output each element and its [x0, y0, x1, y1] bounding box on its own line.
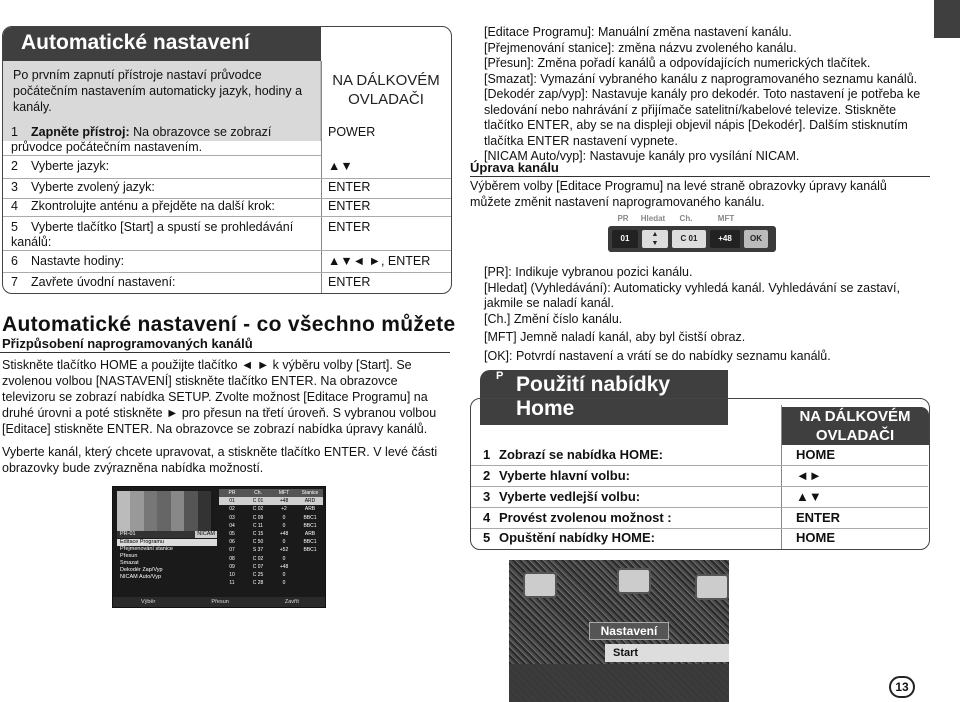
table-row[interactable]: [219, 571, 323, 579]
page-number: 13: [889, 676, 915, 698]
home-menu-screenshot: [509, 560, 729, 702]
step-label: Vyberte vedlejší volbu:: [499, 489, 641, 504]
table-row[interactable]: [219, 546, 323, 554]
home-remote-header: NA DÁLKOVÉM OVLADAČI: [781, 407, 929, 445]
header-pr: PR: [228, 490, 236, 496]
edit-bar-headers: [608, 212, 776, 226]
step-3: [11, 180, 155, 195]
step-2-action: ▲▼: [328, 159, 353, 173]
table-cell: C 28: [252, 580, 264, 587]
row-separator: [471, 465, 928, 466]
color-bars: [117, 491, 211, 535]
table-cell: 02: [229, 506, 235, 513]
page-tab: [934, 0, 960, 38]
table-cell: C 02: [252, 555, 264, 562]
table-cell: 05: [229, 530, 235, 537]
row-separator: [3, 178, 452, 179]
row-separator: [471, 528, 928, 529]
table-cell: C 01: [252, 498, 264, 505]
menu-item[interactable]: Přejmenování stanice: [120, 546, 173, 552]
row-separator: [471, 507, 928, 508]
step-number: 2: [483, 468, 491, 483]
paragraph-2: Vyberte kanál, který chcete upravovat, a stiskněte tlačítko ENTER. V levé části obrazovky bude zvýrazněna nabídka možností.: [2, 445, 438, 475]
table-row[interactable]: [219, 563, 323, 571]
pr-label: PR-01: [120, 531, 136, 537]
row-separator: [3, 250, 452, 251]
disc-icon: [695, 574, 729, 600]
table-row[interactable]: [219, 579, 323, 587]
table-cell: +52: [279, 547, 289, 554]
header-station: Stanice: [301, 490, 319, 496]
step-5: [11, 220, 311, 250]
home-title-sup: P: [496, 370, 504, 382]
table-cell: 04: [229, 522, 235, 529]
table-row[interactable]: [219, 497, 323, 505]
section-title: Automatické nastavení - co všechno můžete: [2, 313, 456, 336]
pr-indicator: [117, 531, 217, 538]
start-option[interactable]: Start: [605, 644, 729, 662]
menu-item[interactable]: Přesun: [120, 553, 138, 559]
step-4-action: ENTER: [328, 199, 371, 213]
step-number: 4: [11, 199, 18, 213]
section-subtitle: Přizpůsobení naprogramovaných kanálů: [2, 336, 253, 351]
settings-menu-label[interactable]: Nastavení: [589, 622, 669, 640]
step-label: Zkontrolujte anténu a přejděte na další krok:: [31, 199, 275, 213]
table-cell: S 37: [252, 547, 264, 554]
step-3-action: ENTER: [328, 180, 371, 194]
step-label: Zapněte přístroj:: [31, 125, 130, 139]
home-step-3-action: ▲▼: [796, 489, 822, 504]
tv-icon: [523, 572, 557, 598]
step-label-rest: Na obrazovce se zobrazí průvodce počátečním nastavením.: [11, 125, 272, 154]
option-menu: [117, 539, 217, 593]
step-number: 7: [11, 275, 18, 289]
table-cell: 09: [229, 563, 235, 570]
home-step-3: [483, 489, 640, 504]
home-step-4: [483, 510, 672, 525]
step-number: 5: [11, 220, 18, 234]
step-label: Zobrazí se nabídka HOME:: [499, 447, 663, 462]
nicam-badge: NICAM: [197, 531, 215, 537]
table-header: [219, 489, 323, 497]
item-mft: [MFT] Jemně naladí kanál, aby byl čistší obraz.: [484, 330, 746, 344]
step-number: 3: [483, 489, 491, 504]
gear-icon: [617, 568, 651, 594]
table-cell: 10: [229, 571, 235, 578]
table-cell: 0: [282, 522, 286, 529]
step-2: [11, 159, 109, 174]
step-4: [11, 199, 275, 214]
table-cell: 0: [282, 514, 286, 521]
step-label: Zavřete úvodní nastavení:: [31, 275, 176, 289]
table-cell: BBC1: [303, 547, 317, 554]
hdr-pr: PR: [617, 214, 629, 223]
step-label: Vyberte tlačítko [Start] a spustí se prohledávání kanálů:: [11, 220, 294, 249]
table-cell: +2: [281, 506, 287, 513]
header-mft: MFT: [278, 490, 290, 496]
home-step-1: [483, 447, 663, 462]
desc-decoder: [Dekodér zap/vyp]: Nastavuje kanály pro dekodér. Toto nastavení je potřeba ke sledování nebo nahrávání z přijímače satelitní/kabelové televize. Stiskněte tlačítko ENTER, aby se na displeji objevil nápis [Dekodér]. Dalším stisknutím tlačítka ENTER nastavení vypnete.: [484, 87, 921, 148]
step-number: 1: [11, 125, 18, 139]
item-search: [Hledat] (Vyhledávání): Automaticky vyhledá kanál. Vyhledávání se zastaví, jakmile se naladí kanál.: [484, 280, 900, 310]
column-divider: [321, 61, 322, 293]
table-row[interactable]: [219, 530, 323, 538]
step-number: 5: [483, 530, 491, 545]
step-number: 4: [483, 510, 491, 525]
setup-title: Automatické nastavení: [21, 31, 250, 54]
step-7-action: ENTER: [328, 275, 371, 289]
desc-delete: [Smazat]: Vymazání vybraného kanálu z naprogramovaného seznamu kanálů.: [484, 71, 918, 86]
channel-edit-desc: Výběrem volby [Editace Programu] na levé straně obrazovky úpravy kanálů můžete změnit nastavení naprogramovaného kanálu.: [470, 179, 887, 209]
hdr-search: Hledat: [640, 214, 666, 223]
step-6-action: ▲▼◄ ►, ENTER: [328, 254, 431, 268]
table-cell: 0: [282, 539, 286, 546]
search-arrows-icon[interactable]: ▲ ▼: [642, 230, 668, 248]
paragraph-1: Stiskněte tlačítko HOME a použijte tlačítko ◄ ► k výběru volby [Start]. Se zvolenou volbou [NASTAVENÍ] stiskněte tlačítko ENTER. Na obrazovce televizoru se zobrazí nabídka SETUP. Zvolte možnost [Editace Programu] na druhé úrovni a poté stiskněte ► pro přesun na třetí úroveň. S vybranou volbou [Editace] stiskněte ENTER. Na obrazovce se zobrazí nabídka úpravy kanálů.: [2, 358, 437, 436]
step-1: [11, 125, 311, 155]
step-label: Opuštění nabídky HOME:: [499, 530, 656, 545]
table-cell: [297, 555, 323, 563]
item-ok: [OK]: Potvrdí nastavení a vrátí se do nabídky seznamu kanálů.: [484, 348, 831, 363]
row-separator: [3, 216, 452, 217]
table-cell: 06: [229, 539, 235, 546]
menu-item[interactable]: Editace Programu: [117, 539, 217, 546]
table-cell: [297, 579, 323, 587]
step-label: Nastavte hodiny:: [31, 254, 125, 268]
pr-value[interactable]: 01: [612, 230, 638, 248]
table-cell: 07: [229, 547, 235, 554]
table-cell: C 09: [252, 514, 264, 521]
table-row[interactable]: [219, 505, 323, 513]
edit-bar-screenshot: [608, 212, 776, 256]
table-cell: ARD: [304, 498, 316, 505]
table-cell: +48: [279, 530, 289, 537]
table-cell: +48: [279, 498, 289, 505]
menu-item[interactable]: NICAM Auto/Vyp: [120, 574, 162, 580]
table-cell: BBC1: [303, 522, 317, 529]
screenshot-footer: [113, 597, 326, 608]
hdr-mft: MFT: [717, 214, 735, 223]
home-title-text: Použití nabídky Home: [516, 373, 671, 420]
section-rule: [470, 176, 930, 177]
table-cell: C 25: [252, 571, 264, 578]
table-cell: 03: [229, 514, 235, 521]
home-step-1-action: HOME: [796, 447, 835, 462]
section-rule: [0, 352, 450, 353]
bottom-bar: [509, 664, 729, 702]
table-cell: [297, 563, 323, 571]
remote-header: NA DÁLKOVÉM OVLADAČI: [332, 72, 440, 108]
setup-intro-text: Po prvním zapnutí přístroje nastaví průvodce počátečním nastavením automaticky jazyk, hodiny a kanály.: [13, 68, 303, 114]
home-box: [470, 398, 930, 550]
desc-move: [Přesun]: Změna pořadí kanálů a odpovídajících numerických tlačítek.: [484, 56, 871, 70]
ch-value[interactable]: C 01: [672, 230, 706, 248]
table-cell: BBC1: [303, 539, 317, 546]
table-cell: C 15: [252, 530, 264, 537]
table-cell: +48: [279, 563, 289, 570]
step-label: Provést zvolenou možnost :: [499, 510, 672, 525]
channel-edit-items: [484, 265, 929, 364]
step-number: 1: [483, 447, 491, 462]
desc-rename: [Přejmenování stanice]: změna názvu zvoleného kanálu.: [484, 40, 797, 55]
footer-close: Zavřít: [284, 599, 299, 605]
footer-move: Přesun: [211, 599, 229, 605]
table-cell: 11: [229, 580, 235, 587]
channel-edit-title: Úprava kanálu: [470, 160, 559, 175]
option-descriptions: [484, 25, 929, 165]
home-step-2: [483, 468, 630, 483]
table-row[interactable]: [219, 555, 323, 563]
row-separator: [3, 272, 452, 273]
step-number: 3: [11, 180, 18, 194]
table-cell: C 02: [252, 506, 264, 513]
step-7: [11, 275, 176, 290]
mft-value[interactable]: +48: [710, 230, 740, 248]
step-1-action: POWER: [328, 125, 376, 139]
menu-item[interactable]: Dekodér Zap/Vyp: [120, 567, 163, 573]
menu-item[interactable]: Smazat: [120, 560, 139, 566]
table-cell: ARB: [304, 506, 316, 513]
item-pr: [PR]: Indikuje vybranou pozici kanálu.: [484, 265, 693, 279]
step-6: [11, 254, 124, 269]
table-cell: 01: [229, 498, 235, 505]
channel-table: [219, 489, 323, 587]
step-number: 6: [11, 254, 18, 268]
table-row[interactable]: [219, 514, 323, 522]
desc-nicam: [NICAM Auto/vyp]: Nastavuje kanály pro vysílání NICAM.: [484, 149, 800, 163]
edit-bar: [608, 226, 776, 252]
step-label: Vyberte jazyk:: [31, 159, 110, 173]
table-cell: BBC1: [303, 514, 317, 521]
row-separator: [3, 155, 321, 156]
table-row[interactable]: [219, 522, 323, 530]
table-cell: [297, 571, 323, 579]
header-ch: Ch.: [254, 490, 262, 496]
table-cell: C 11: [252, 522, 264, 529]
table-cell: ARB: [304, 530, 316, 537]
table-cell: 08: [229, 555, 235, 562]
home-step-5: [483, 530, 655, 545]
table-cell: C 07: [252, 563, 264, 570]
step-number: 2: [11, 159, 18, 173]
setup-box: [2, 26, 452, 294]
row-separator: [471, 486, 928, 487]
step-label: Vyberte zvolený jazyk:: [31, 180, 155, 194]
desc-edit: [Editace Programu]: Manuální změna nastavení kanálu.: [484, 25, 792, 39]
item-ch: [Ch.] Změní číslo kanálu.: [484, 311, 623, 326]
footer-select: Výběr: [141, 599, 156, 605]
table-cell: 0: [282, 555, 286, 562]
table-cell: 0: [282, 571, 286, 578]
home-step-4-action: ENTER: [796, 510, 841, 525]
home-step-2-action: ◄►: [796, 468, 822, 483]
setup-header: [3, 27, 321, 61]
home-step-5-action: HOME: [796, 530, 835, 545]
ok-button[interactable]: OK: [744, 230, 768, 248]
table-row[interactable]: [219, 538, 323, 546]
step-5-action: ENTER: [328, 220, 371, 234]
hdr-ch: Ch.: [679, 214, 693, 223]
step-label: Vyberte hlavní volbu:: [499, 468, 630, 483]
table-cell: C 50: [252, 539, 264, 546]
channel-list-screenshot: [112, 486, 326, 608]
table-cell: 0: [282, 580, 286, 587]
